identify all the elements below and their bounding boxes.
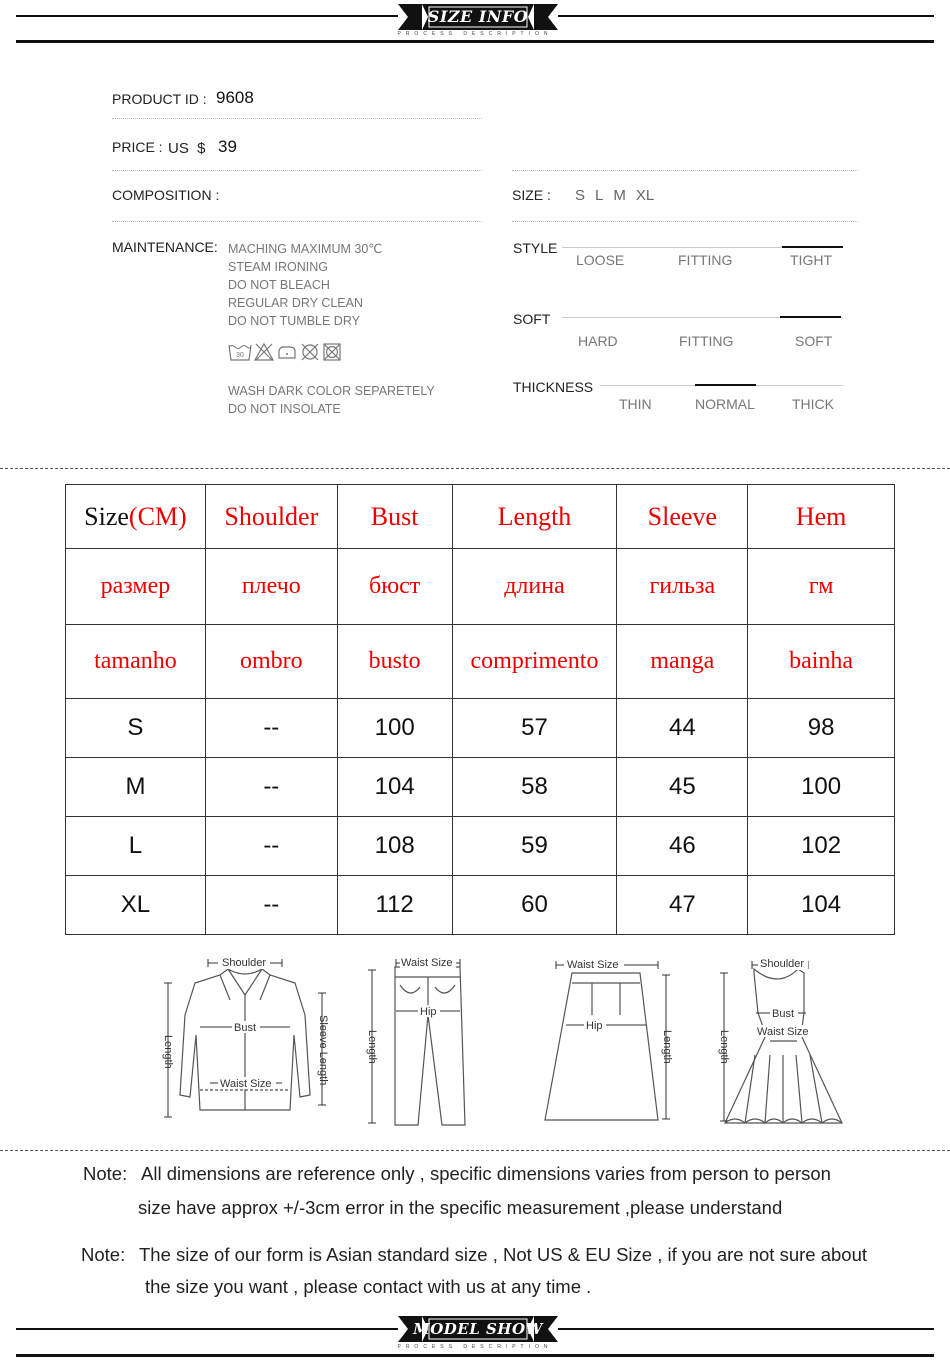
price-label: PRICE : xyxy=(112,139,163,155)
size-values xyxy=(575,187,654,204)
table-header-cell: длина xyxy=(452,549,617,625)
table-header-cell: Bust xyxy=(337,485,452,549)
table-header-cell: Hem xyxy=(748,485,895,549)
maintenance-line: MACHING MAXIMUM 30℃ xyxy=(228,242,383,256)
soft-scale-label: SOFT xyxy=(513,311,551,327)
table-cell: L xyxy=(66,817,206,876)
dress-diagram xyxy=(710,955,850,1130)
table-cell: -- xyxy=(205,817,337,876)
size-label: SIZE : xyxy=(512,187,551,203)
table-header-row-portuguese xyxy=(66,625,895,699)
banner-double-line xyxy=(16,1354,934,1357)
divider xyxy=(112,221,482,222)
maintenance-line: STEAM IRONING xyxy=(228,260,329,274)
soft-option: FITTING xyxy=(679,333,734,349)
style-option: FITTING xyxy=(678,252,733,268)
banner-title: SIZE INFO xyxy=(427,7,529,26)
composition-label: COMPOSITION : xyxy=(112,187,220,203)
care-icons xyxy=(228,342,342,362)
section-divider xyxy=(0,468,950,469)
product-id-value: 9608 xyxy=(216,88,254,107)
table-cell: 47 xyxy=(617,876,748,935)
table-cell: 108 xyxy=(337,817,452,876)
size-option: M xyxy=(613,187,626,204)
table-cell: 100 xyxy=(748,758,895,817)
table-header-cell: manga xyxy=(617,625,748,699)
table-cell: -- xyxy=(205,876,337,935)
shirt-diagram xyxy=(160,955,335,1125)
soft-scale-selected xyxy=(780,316,841,318)
table-header-cell: Sleeve xyxy=(617,485,748,549)
skirt-waist-label: Waist Size xyxy=(567,959,619,971)
table-row xyxy=(66,876,895,935)
model-show-banner xyxy=(0,1314,950,1354)
price-value: 39 xyxy=(218,137,237,156)
table-cell: 112 xyxy=(337,876,452,935)
section-divider xyxy=(0,1150,950,1151)
table-row xyxy=(66,817,895,876)
shirt-length-label: Length xyxy=(162,1035,174,1069)
style-option: LOOSE xyxy=(576,252,625,268)
table-cell: 98 xyxy=(748,699,895,758)
banner-subtitle: PROCESS DESCRIPTION xyxy=(397,31,553,37)
banner-double-line xyxy=(16,40,934,43)
table-header-cell xyxy=(66,485,206,549)
table-cell: 57 xyxy=(452,699,617,758)
table-header-cell: бюст xyxy=(337,549,452,625)
maintenance-label: MAINTENANCE: xyxy=(112,239,218,255)
pants-diagram xyxy=(360,955,475,1130)
table-cell: 44 xyxy=(617,699,748,758)
table-cell: 104 xyxy=(748,876,895,935)
shirt-sleeve-label: Sleeve Length xyxy=(317,1015,329,1086)
size-header-unit: (CM) xyxy=(128,501,187,531)
table-header-cell: гильза xyxy=(617,549,748,625)
size-option: XL xyxy=(635,187,655,204)
dress-shoulder-label: Shoulder xyxy=(760,958,805,970)
table-cell: 59 xyxy=(452,817,617,876)
banner-subtitle: PROCESS DESCRIPTION xyxy=(397,1344,553,1350)
note1-line2: size have approx +/-3cm error in the specific measurement ,please understand xyxy=(138,1197,783,1218)
maintenance-line: DO NOT TUMBLE DRY xyxy=(228,314,360,328)
style-scale-label: STYLE xyxy=(513,240,558,256)
table-cell: 100 xyxy=(337,699,452,758)
maintenance-line: DO NOT BLEACH xyxy=(228,278,330,292)
table-cell: XL xyxy=(66,876,206,935)
pants-waist-label: Waist Size xyxy=(401,957,453,969)
wash-line: WASH DARK COLOR SEPARETELY xyxy=(228,384,435,398)
divider xyxy=(512,221,858,222)
table-header-cell: плечо xyxy=(205,549,337,625)
table-header-cell: гм xyxy=(748,549,895,625)
soft-option: SOFT xyxy=(795,333,833,349)
skirt-length-label: Length xyxy=(661,1030,673,1064)
table-cell: 104 xyxy=(337,758,452,817)
banner-line-right xyxy=(558,1328,934,1330)
no-tumble-dry-icon xyxy=(322,342,342,362)
divider xyxy=(512,170,858,171)
banner-line-left xyxy=(16,1328,398,1330)
dress-waist-label: Waist Size xyxy=(757,1026,809,1038)
table-row xyxy=(66,758,895,817)
banner-ribbon xyxy=(398,1316,558,1342)
style-option: TIGHT xyxy=(790,252,832,268)
table-cell: -- xyxy=(205,699,337,758)
wash-line: DO NOT INSOLATE xyxy=(228,402,341,416)
pants-length-label: Length xyxy=(366,1030,378,1064)
size-option: L xyxy=(595,187,604,204)
maintenance-list xyxy=(228,240,382,330)
note2-prefix: Note: xyxy=(81,1244,126,1265)
thickness-scale-selected xyxy=(695,384,756,386)
banner-line-left xyxy=(16,15,398,17)
note1-prefix: Note: xyxy=(83,1163,128,1184)
table-header-cell: busto xyxy=(337,625,452,699)
divider xyxy=(112,170,482,171)
banner-line-right xyxy=(558,15,934,17)
shirt-bust-label: Bust xyxy=(234,1022,257,1034)
table-header-cell: размер xyxy=(66,549,206,625)
table-cell: 102 xyxy=(748,817,895,876)
table-header-cell: Shoulder xyxy=(205,485,337,549)
thickness-scale-label: THICKNESS xyxy=(513,379,594,395)
divider xyxy=(112,118,482,119)
shirt-waist-label: Waist Size xyxy=(220,1078,272,1090)
wash-temp-label: 30 xyxy=(236,352,244,359)
size-info-banner xyxy=(0,0,950,40)
thickness-option: THIN xyxy=(619,396,652,412)
wash-30-icon xyxy=(228,342,252,362)
table-cell: 58 xyxy=(452,758,617,817)
dress-bust-label: Bust xyxy=(772,1008,795,1020)
table-cell: 45 xyxy=(617,758,748,817)
table-cell: 60 xyxy=(452,876,617,935)
wash-notes xyxy=(228,382,435,418)
table-cell: M xyxy=(66,758,206,817)
banner-title: MODEL SHOW xyxy=(413,1320,543,1338)
maintenance-line: REGULAR DRY CLEAN xyxy=(228,296,363,310)
table-header-cell: bainha xyxy=(748,625,895,699)
table-header-cell: tamanho xyxy=(66,625,206,699)
price-currency: US $ xyxy=(168,140,206,157)
table-header-cell: ombro xyxy=(205,625,337,699)
note2-line2: the size you want , please contact with us at any time . xyxy=(145,1276,592,1297)
size-option: S xyxy=(575,187,586,204)
table-header-row-russian xyxy=(66,549,895,625)
no-bleach-icon xyxy=(254,342,274,362)
table-cell: -- xyxy=(205,758,337,817)
note1-line1: All dimensions are reference only , specific dimensions varies from person to person xyxy=(141,1163,831,1184)
table-header-cell: Length xyxy=(452,485,617,549)
table-header-cell: comprimento xyxy=(452,625,617,699)
size-header-word: Size xyxy=(84,501,129,531)
skirt-hip-label: Hip xyxy=(586,1020,603,1032)
thickness-option: NORMAL xyxy=(695,396,755,412)
shirt-shoulder-label: Shoulder xyxy=(222,957,267,969)
style-scale-selected xyxy=(782,246,843,248)
table-cell: S xyxy=(66,699,206,758)
pants-hip-label: Hip xyxy=(420,1006,437,1018)
iron-icon xyxy=(276,342,298,362)
size-table xyxy=(65,484,895,935)
note2-line1: The size of our form is Asian standard size , Not US & EU Size , if you are not sure about xyxy=(139,1244,868,1265)
no-dry-clean-icon xyxy=(300,342,320,362)
skirt-diagram xyxy=(530,955,690,1130)
thickness-option: THICK xyxy=(792,396,834,412)
soft-option: HARD xyxy=(578,333,618,349)
dress-length-label: Length xyxy=(718,1030,730,1064)
table-header-row xyxy=(66,485,895,549)
table-row xyxy=(66,699,895,758)
banner-ribbon xyxy=(398,4,558,30)
product-id-label: PRODUCT ID : xyxy=(112,91,207,107)
table-cell: 46 xyxy=(617,817,748,876)
